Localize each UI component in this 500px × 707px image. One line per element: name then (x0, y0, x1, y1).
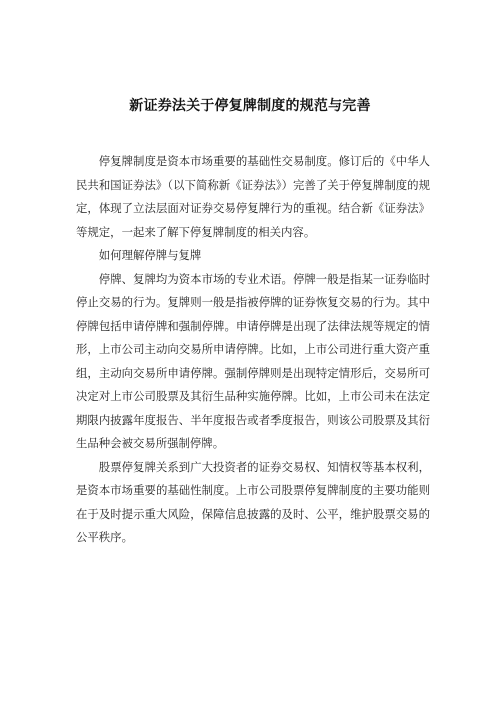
document-body (76, 150, 430, 550)
definition-paragraph: 停牌、复牌均为资本市场的专业术语。停牌一般是指某一证券临时停止交易的行为。复牌则一般是指被停牌的证券恢复交易的行为。其中停牌包括申请停牌和强制停牌。申请停牌是出现了法律法规等规定的情形，上市公司主动向交易所申请停牌。比如，上市公司进行重大资产重组，主动向交易所申请停牌。强制停牌则是出现特定情形后，交易所可决定对上市公司股票及其衍生品种实施停牌。比如，上市公司未在法定期限内披露年度报告、半年度报告或者季度报告，则该公司股票及其衍生品种会被交易所强制停牌。 (76, 271, 430, 450)
document-title: 新证券法关于停复牌制度的规范与完善 (129, 98, 371, 114)
intro-paragraph: 停复牌制度是资本市场重要的基础性交易制度。修订后的《中华人民共和国证券法》（以下简称新《证券法》）完善了关于停复牌制度的规定，体现了立法层面对证券交易停复牌行为的重视。结合新《证券法》等规定，一起来了解下停复牌制度的相关内容。 (76, 154, 430, 239)
function-paragraph: 股票停复牌关系到广大投资者的证券交易权、知情权等基本权利，是资本市场重要的基础性制度。上市公司股票停复牌制度的主要功能则在于及时提示重大风险，保障信息披露的及时、公平，维护股票交易的公平秩序。 (76, 459, 430, 544)
section-heading: 如何理解停牌与复牌 (98, 248, 202, 262)
